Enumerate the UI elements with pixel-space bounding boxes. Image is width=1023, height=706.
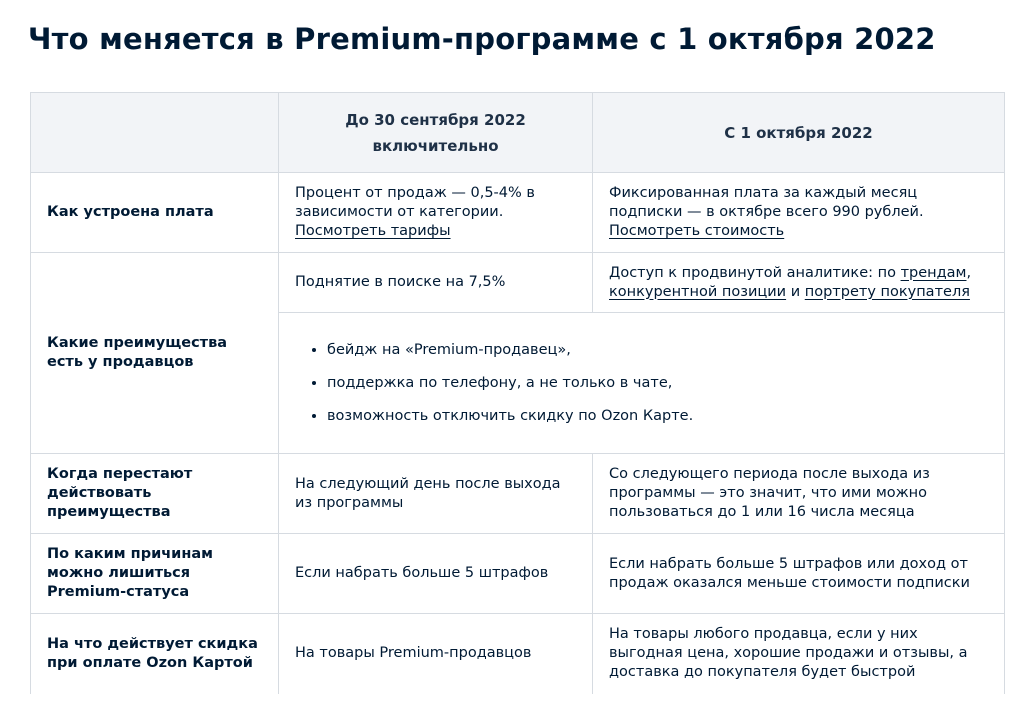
stop-label-text: Когда перестают действовать преимущества xyxy=(47,466,193,520)
cell-benefits-before: Поднятие в поиске на 7,5% xyxy=(279,253,593,313)
header-after: С 1 октября 2022 xyxy=(593,93,1005,173)
row-label-discount xyxy=(31,614,279,694)
trends-link[interactable]: трендам xyxy=(900,264,967,281)
fee-after-text: Фиксированная плата за каждый месяц подписки — в октябре всего 990 рублей. xyxy=(609,185,924,220)
cell-benefits-common xyxy=(279,313,1005,454)
tariffs-link[interactable]: Посмотреть тарифы xyxy=(295,223,451,239)
benefits-list xyxy=(303,341,988,426)
table-row xyxy=(31,454,1005,534)
header-empty-cell xyxy=(31,93,279,173)
header-before xyxy=(279,93,593,173)
row-label-lose xyxy=(31,534,279,614)
discount-after-text: На товары любого продавца, если у них выгодная цена, хорошие продажи и отзывы, а доставка до покупателя будет быстрой xyxy=(609,626,968,681)
table-header-row xyxy=(31,93,1005,173)
list-item: • поддержка по телефону, а не только в чате, xyxy=(327,374,988,393)
header-before-label: До 30 сентября 2022 включительно xyxy=(345,110,526,155)
table-row xyxy=(31,534,1005,614)
list-item: • возможность отключить скидку по Ozon Карте. xyxy=(327,407,988,426)
cell-lose-before: Если набрать больше 5 штрафов xyxy=(279,534,593,614)
stop-before-text: На следующий день после выхода из программы xyxy=(295,475,561,511)
stop-after-text: Со следующего периода после выхода из программы — это значит, что ими можно пользоваться до 1 или 16 числа месяца xyxy=(609,466,930,520)
benefits-label-text: Какие преимущества есть у продавцов xyxy=(47,335,228,370)
lose-label-text: По каким причинам можно лишиться Premium-статуса xyxy=(47,546,213,600)
cell-discount-after xyxy=(593,614,1005,694)
table-row xyxy=(31,173,1005,253)
cell-fee-before xyxy=(279,173,593,253)
table-row xyxy=(31,253,1005,313)
list-item: • бейдж на «Premium-продавец», xyxy=(327,341,988,360)
cell-stop-after xyxy=(593,454,1005,534)
analytics-text-1: Доступ к продвинутой аналитике: по xyxy=(609,264,896,281)
analytics-text-2: , xyxy=(966,264,972,281)
fee-before-text: Процент от продаж — 0,5-4% в зависимости от категории. xyxy=(295,185,535,220)
comparison-table xyxy=(30,92,1005,694)
row-label-fee: Как устроена плата xyxy=(31,173,279,253)
page-title: Что меняется в Premium-программе с 1 октября 2022 xyxy=(28,22,936,56)
row-label-stop xyxy=(31,454,279,534)
buyer-portrait-link[interactable]: портрету покупателя xyxy=(804,283,970,300)
cost-link[interactable]: Посмотреть стоимость xyxy=(609,223,785,239)
cell-discount-before: На товары Premium-продавцов xyxy=(279,614,593,694)
cell-benefits-after xyxy=(593,253,1005,313)
cell-stop-before xyxy=(279,454,593,534)
competitive-position-link[interactable]: конкурентной позиции xyxy=(609,283,787,300)
cell-lose-after: Если набрать больше 5 штрафов или доход от продаж оказался меньше стоимости подписки xyxy=(593,534,1005,614)
discount-label-text: На что действует скидка при оплате Ozon Картой xyxy=(47,635,258,671)
row-label-benefits xyxy=(31,253,279,454)
cell-fee-after xyxy=(593,173,1005,253)
table-row xyxy=(31,614,1005,694)
analytics-text-3: и xyxy=(790,283,801,300)
